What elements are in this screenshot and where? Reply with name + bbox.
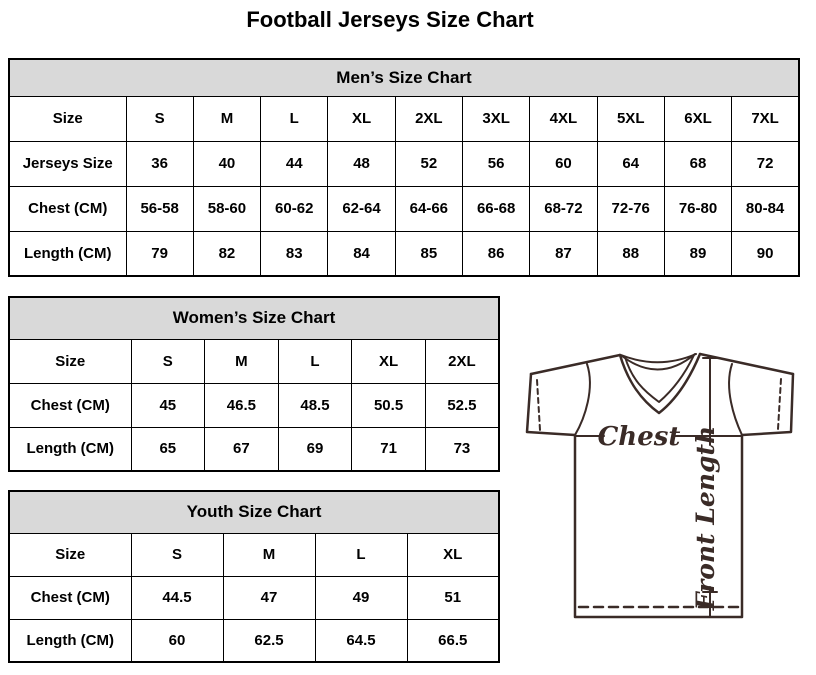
youth-row [9, 619, 499, 662]
value-cell: 80-84 [732, 186, 799, 231]
page-title: Football Jerseys Size Chart [246, 7, 534, 32]
row-label-cell: Length (CM) [9, 619, 131, 662]
value-cell: 60 [530, 141, 597, 186]
value-cell: 73 [425, 427, 499, 471]
mens-row [9, 231, 799, 276]
value-cell: 62.5 [223, 619, 315, 662]
value-cell: 67 [205, 427, 279, 471]
value-cell: 60 [131, 619, 223, 662]
row-label-cell: Chest (CM) [9, 576, 131, 619]
jersey-measurement-diagram [513, 340, 805, 630]
value-cell: 44.5 [131, 576, 223, 619]
value-cell: 71 [352, 427, 426, 471]
value-cell: 36 [126, 141, 193, 186]
youth-size-table [8, 490, 500, 663]
value-cell: 90 [732, 231, 799, 276]
womens-table-title: Women’s Size Chart [9, 297, 499, 339]
value-cell: 69 [278, 427, 352, 471]
jersey-right-armhole-seam [729, 364, 742, 435]
value-cell: 89 [664, 231, 731, 276]
value-cell: M [205, 339, 279, 383]
value-cell: 64-66 [395, 186, 462, 231]
value-cell: 58-60 [193, 186, 260, 231]
value-cell: 52.5 [425, 383, 499, 427]
value-cell: 60-62 [261, 186, 328, 231]
value-cell: L [278, 339, 352, 383]
left-cuff-dashed-line [537, 380, 540, 430]
womens-row [9, 339, 499, 383]
value-cell: 85 [395, 231, 462, 276]
value-cell: S [131, 533, 223, 576]
value-cell: 52 [395, 141, 462, 186]
row-label-cell: Chest (CM) [9, 186, 126, 231]
value-cell: 84 [328, 231, 395, 276]
mens-row [9, 141, 799, 186]
row-label-cell: Length (CM) [9, 231, 126, 276]
row-label-cell: Jerseys Size [9, 141, 126, 186]
value-cell: 82 [193, 231, 260, 276]
mens-row [9, 96, 799, 141]
row-label-cell: Size [9, 533, 131, 576]
right-cuff-dashed-line [778, 379, 781, 429]
value-cell: 2XL [425, 339, 499, 383]
value-cell: 68-72 [530, 186, 597, 231]
value-cell: 66-68 [462, 186, 529, 231]
value-cell: 66.5 [407, 619, 499, 662]
value-cell: 64.5 [315, 619, 407, 662]
mens-size-table [8, 58, 800, 277]
value-cell: 56 [462, 141, 529, 186]
value-cell: 72-76 [597, 186, 664, 231]
mens-row [9, 186, 799, 231]
womens-size-table [8, 296, 500, 472]
value-cell: 79 [126, 231, 193, 276]
value-cell: 49 [315, 576, 407, 619]
value-cell: M [193, 96, 260, 141]
value-cell: 86 [462, 231, 529, 276]
youth-row [9, 533, 499, 576]
value-cell: 47 [223, 576, 315, 619]
value-cell: 76-80 [664, 186, 731, 231]
value-cell: XL [407, 533, 499, 576]
row-label-cell: Length (CM) [9, 427, 131, 471]
front-length-label: Front Length [691, 425, 720, 611]
value-cell: 83 [261, 231, 328, 276]
value-cell: 4XL [530, 96, 597, 141]
value-cell: 65 [131, 427, 205, 471]
youth-row [9, 576, 499, 619]
value-cell: 64 [597, 141, 664, 186]
row-label-cell: Size [9, 96, 126, 141]
value-cell: XL [352, 339, 426, 383]
value-cell: 68 [664, 141, 731, 186]
value-cell: 48.5 [278, 383, 352, 427]
chest-label: Chest [597, 422, 681, 452]
value-cell: S [131, 339, 205, 383]
value-cell: 87 [530, 231, 597, 276]
value-cell: 51 [407, 576, 499, 619]
value-cell: 44 [261, 141, 328, 186]
jersey-left-armhole-seam [575, 364, 590, 435]
value-cell: M [223, 533, 315, 576]
value-cell: 56-58 [126, 186, 193, 231]
value-cell: 62-64 [328, 186, 395, 231]
value-cell: 88 [597, 231, 664, 276]
jersey-left-sleeve-outline [527, 374, 575, 435]
value-cell: 5XL [597, 96, 664, 141]
value-cell: 7XL [732, 96, 799, 141]
value-cell: 45 [131, 383, 205, 427]
womens-row [9, 383, 499, 427]
value-cell: XL [328, 96, 395, 141]
value-cell: 72 [732, 141, 799, 186]
value-cell: 3XL [462, 96, 529, 141]
value-cell: 46.5 [205, 383, 279, 427]
value-cell: 40 [193, 141, 260, 186]
row-label-cell: Size [9, 339, 131, 383]
value-cell: S [126, 96, 193, 141]
youth-table-title: Youth Size Chart [9, 491, 499, 533]
value-cell: L [261, 96, 328, 141]
jersey-right-sleeve-outline [742, 374, 793, 435]
value-cell: 50.5 [352, 383, 426, 427]
row-label-cell: Chest (CM) [9, 383, 131, 427]
value-cell: 6XL [664, 96, 731, 141]
value-cell: 2XL [395, 96, 462, 141]
value-cell: 48 [328, 141, 395, 186]
mens-table-title: Men’s Size Chart [9, 59, 799, 96]
womens-row [9, 427, 499, 471]
jersey-left-shoulder-line [531, 355, 620, 374]
value-cell: L [315, 533, 407, 576]
